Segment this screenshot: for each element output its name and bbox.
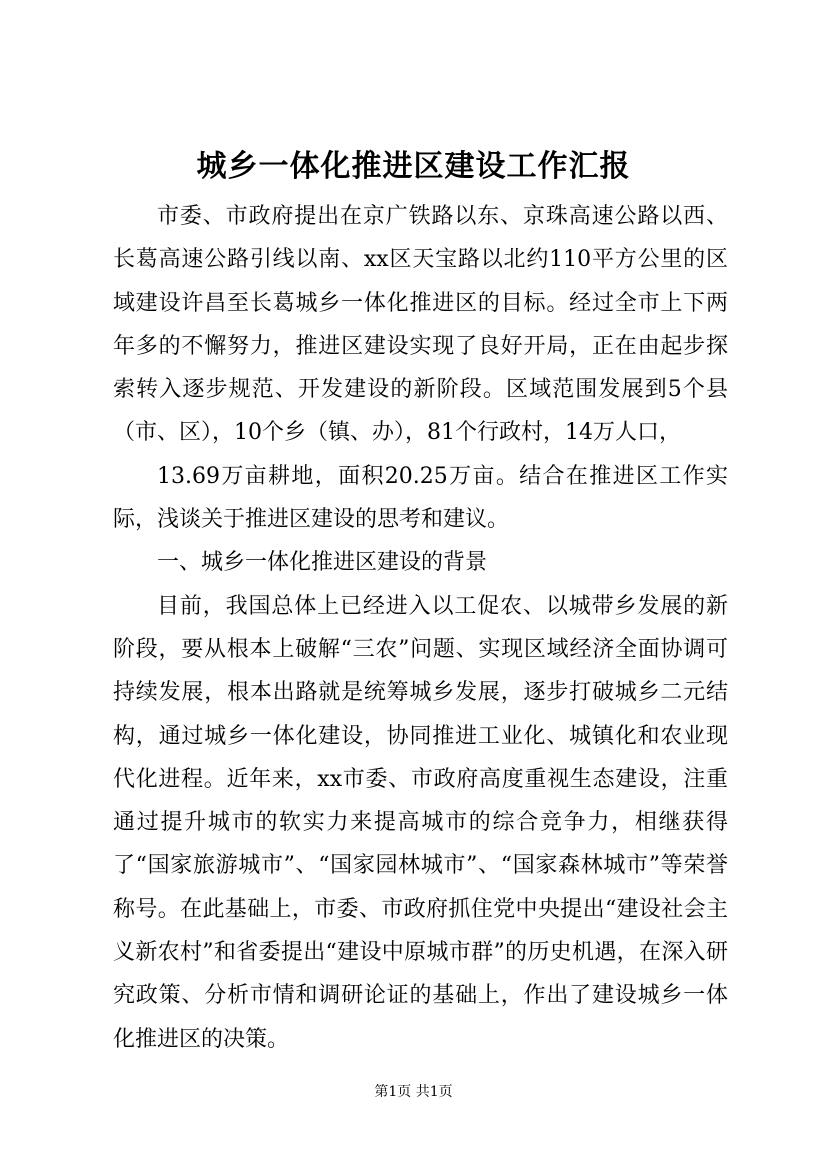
document-title: 城乡一体化推进区建设工作汇报 xyxy=(196,149,631,184)
paragraph-intro: 市委、市政府提出在京广铁路以东、京珠高速公路以西、长葛高速公路引线以南、xx区天宝路以北约110平方公里的区域建设许昌至长葛城乡一体化推进区的目标。经过全市上下两年多的不懈努力，推进区建设实现了良好开局，正在由起步探索转入逐步规范、开发建设的新阶段。区域范围发展到5个县（市、区），10个乡（镇、办），81个行政村，14万人口， xyxy=(113,204,728,446)
paragraph-farmland: 13.69万亩耕地，面积20.25万亩。结合在推进区工作实际，浅谈关于推进区建设的思考和建议。 xyxy=(113,463,728,533)
page-footer: 第1页 共1页 xyxy=(374,1084,453,1100)
section-heading-background: 一、城乡一体化推进区建设的背景 xyxy=(157,550,488,576)
paragraph-background: 目前，我国总体上已经进入以工促农、以城带乡发展的新阶段，要从根本上破解“三农”问题、实现区域经济全面协调可持续发展，根本出路就是统筹城乡发展，逐步打破城乡二元结构，通过城乡一体化建设，协同推进工业化、城镇化和农业现代化进程。近年来，xx市委、市政府高度重视生态建设，注重通过提升城市的软实力来提高城市的综合竞争力，相继获得了“国家旅游城市”、“国家园林城市”、“国家森林城市”等荣誉称号。在此基础上，市委、市政府抓住党中央提出“建设社会主义新农村”和省委提出“建设中原城市群”的历史机遇，在深入研究政策、分析市情和调研论证的基础上，作出了建设城乡一体化推进区的决策。 xyxy=(113,593,728,1052)
document-body xyxy=(113,195,728,1061)
